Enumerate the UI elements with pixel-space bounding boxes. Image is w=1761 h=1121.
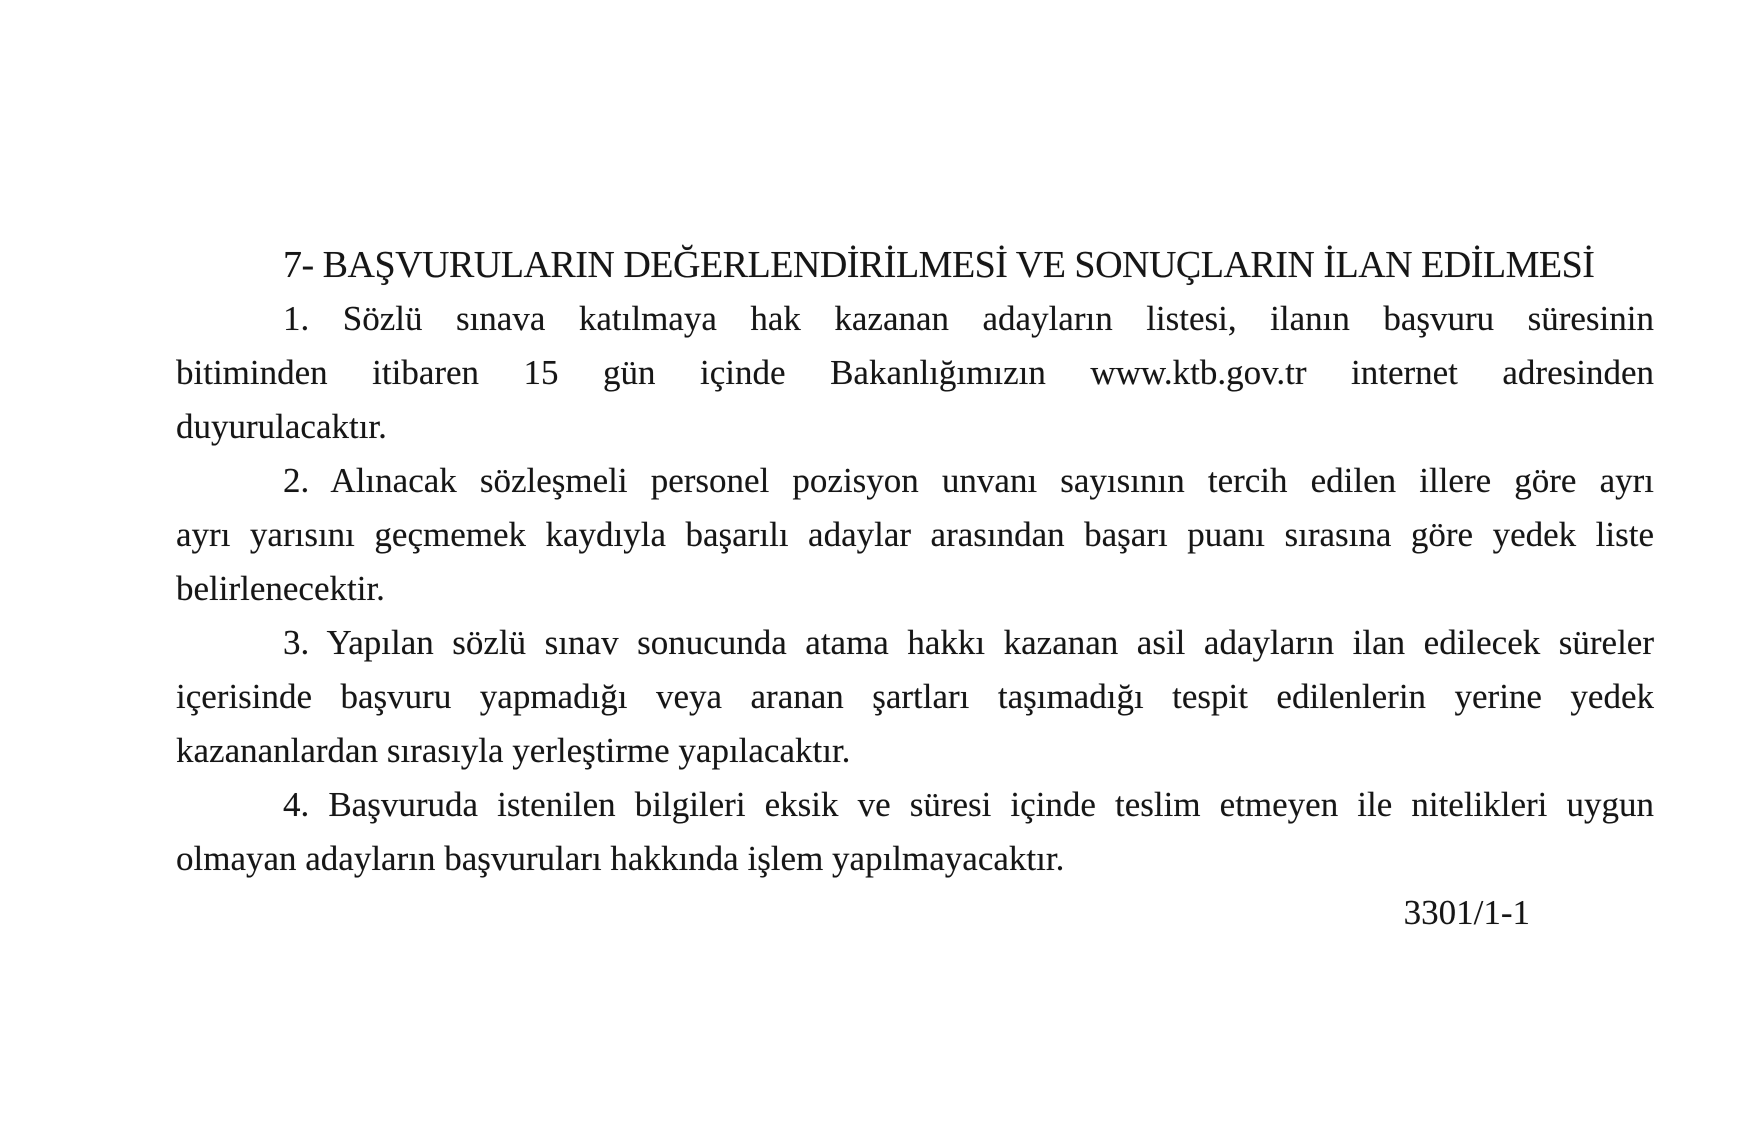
paragraph-1-line-3: duyurulacaktır. <box>176 407 387 446</box>
paragraph-3-line-3: kazananlardan sırasıyla yerleştirme yapılacaktır. <box>176 731 851 770</box>
paragraph-2-line-2: ayrı yarısını geçmemek kaydıyla başarılı adaylar arasından başarı puanı sırasına göre yedek liste <box>176 515 1654 554</box>
paragraph-1-line-2: bitiminden itibaren 15 gün içinde Bakanlığımızın www.ktb.gov.tr internet adresinden <box>176 353 1654 392</box>
paragraph-2-line-1: 2. Alınacak sözleşmeli personel pozisyon unvanı sayısının tercih edilen illere göre ayrı <box>283 461 1654 500</box>
paragraph-2 <box>176 454 1654 616</box>
paragraph-1 <box>176 292 1654 454</box>
paragraph-4 <box>176 778 1654 886</box>
paragraph-4-line-2: olmayan adayların başvuruları hakkında işlem yapılmayacaktır. <box>176 839 1065 878</box>
announcement-document <box>176 238 1654 940</box>
section-heading: 7- BAŞVURULARIN DEĞERLENDİRİLMESİ VE SONUÇLARIN İLAN EDİLMESİ <box>283 244 1595 286</box>
paragraph-3-line-2: içerisinde başvuru yapmadığı veya aranan şartları taşımadığı tespit edilenlerin yerine yedek <box>176 677 1654 716</box>
paragraph-3-line-1: 3. Yapılan sözlü sınav sonucunda atama hakkı kazanan asil adayların ilan edilecek süreler <box>283 623 1654 662</box>
paragraph-1-line-1: 1. Sözlü sınava katılmaya hak kazanan adayların listesi, ilanın başvuru süresinin <box>283 299 1654 338</box>
paragraph-2-line-3: belirlenecektir. <box>176 569 385 608</box>
paragraph-4-line-1: 4. Başvuruda istenilen bilgileri eksik ve süresi içinde teslim etmeyen ile nitelikleri uygun <box>283 785 1654 824</box>
paragraph-3 <box>176 616 1654 778</box>
reference-number: 3301/1-1 <box>1403 893 1530 932</box>
